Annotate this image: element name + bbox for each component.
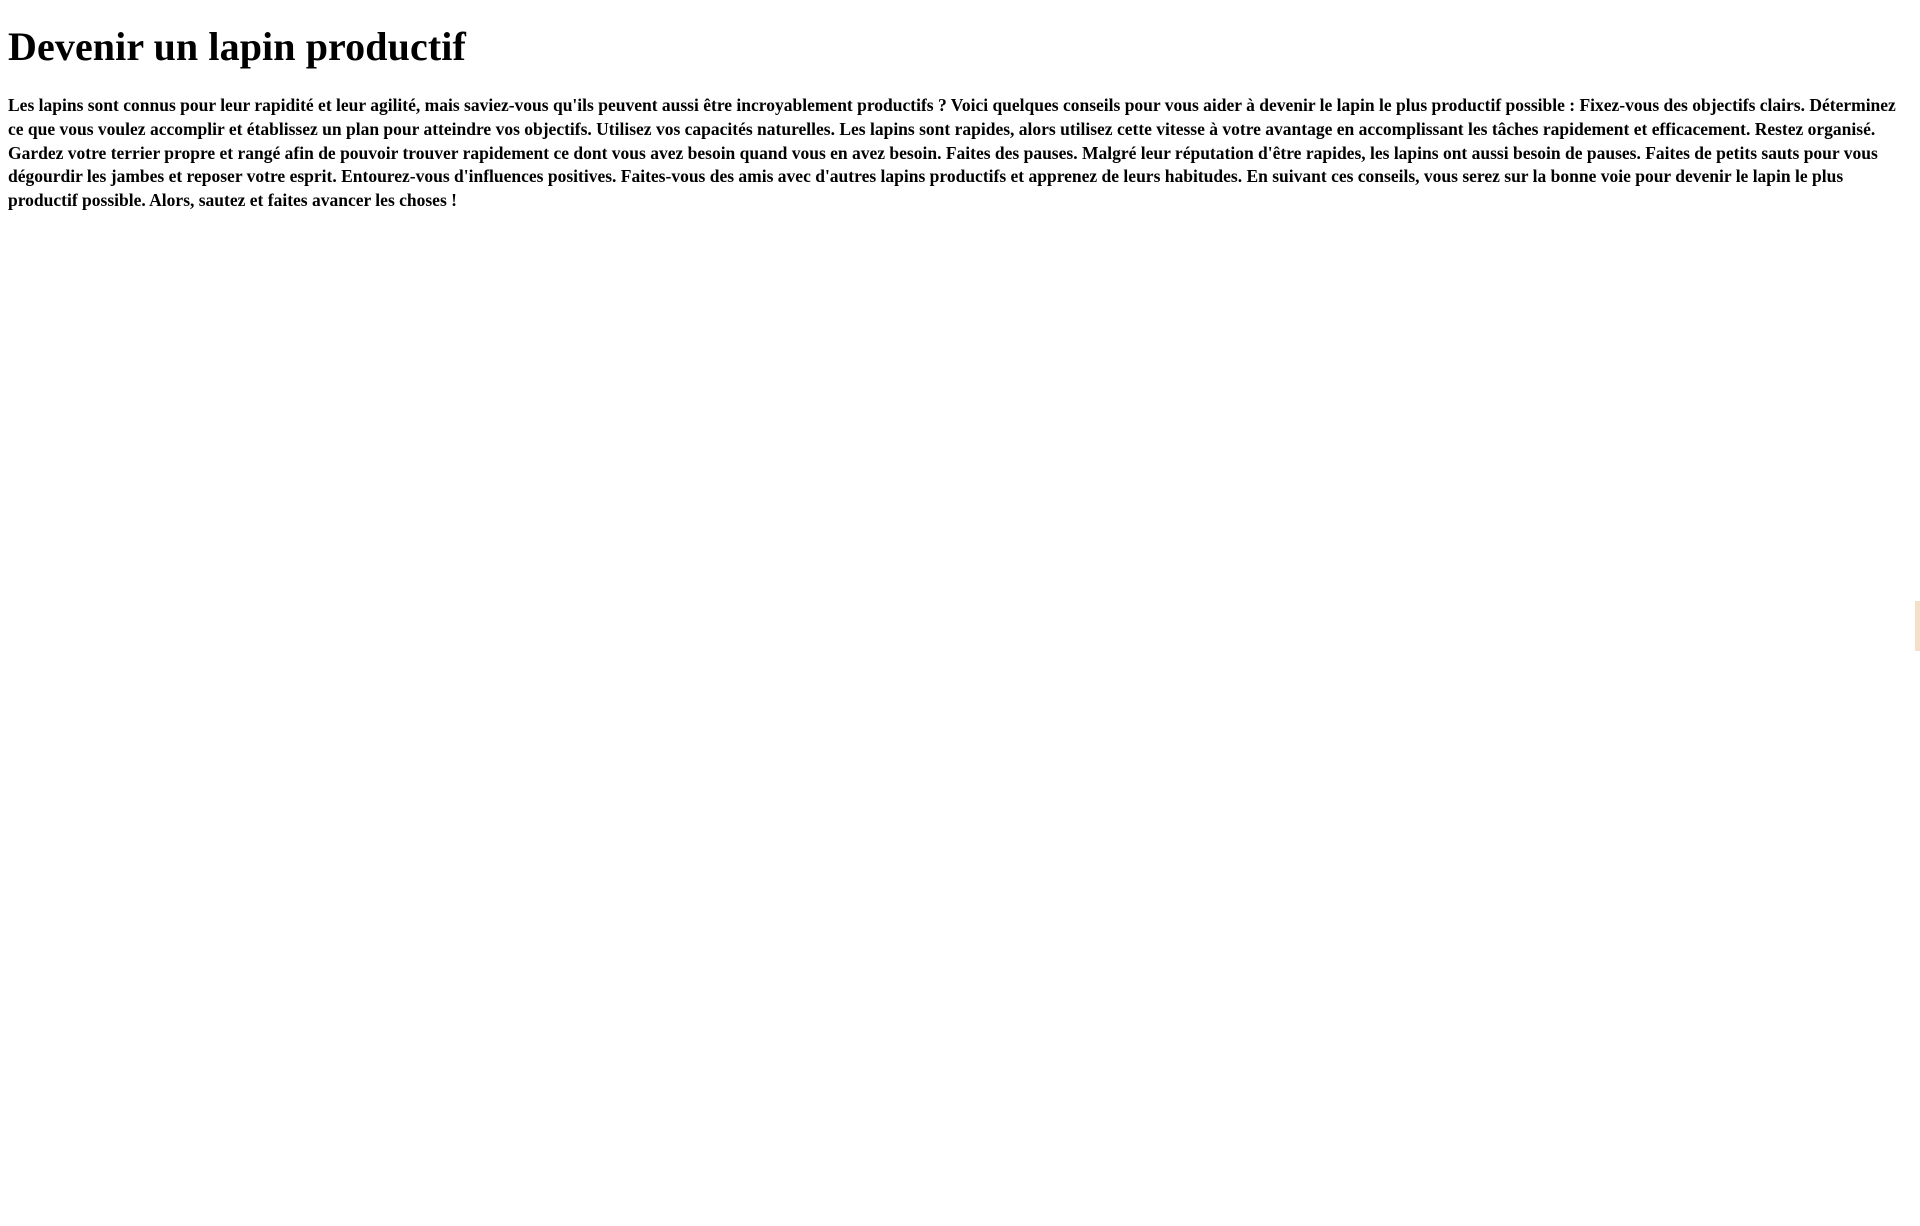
page-title: Devenir un lapin productif <box>8 24 466 69</box>
document-page <box>0 26 1920 213</box>
vertical-scrollbar-thumb[interactable] <box>1915 601 1920 651</box>
article-body-paragraph: Les lapins sont connus pour leur rapidité et leur agilité, mais saviez-vous qu'ils peuvent aussi être incroyablement productifs ? Voici quelques conseils pour vous aider à devenir le lapin le plus productif possible : Fixez-vous des objectifs clairs. Déterminez ce que vous voulez accomplir et établissez un plan pour atteindre vos objectifs. Utilisez vos capacités naturelles. Les lapins sont rapides, alors utilisez cette vitesse à votre avantage en accomplissant les tâches rapidement et efficacement. Restez organisé. Gardez votre terrier propre et rangé afin de pouvoir trouver rapidement ce dont vous avez besoin quand vous en avez besoin. Faites des pauses. Malgré leur réputation d'être rapides, les lapins ont aussi besoin de pauses. Faites de petits sauts pour vous dégourdir les jambes et reposer votre esprit. Entourez-vous d'influences positives. Faites-vous des amis avec d'autres lapins productifs et apprenez de leurs habitudes. En suivant ces conseils, vous serez sur la bonne voie pour devenir le lapin le plus productif possible. Alors, sautez et faites avancer les choses ! <box>8 95 1896 211</box>
